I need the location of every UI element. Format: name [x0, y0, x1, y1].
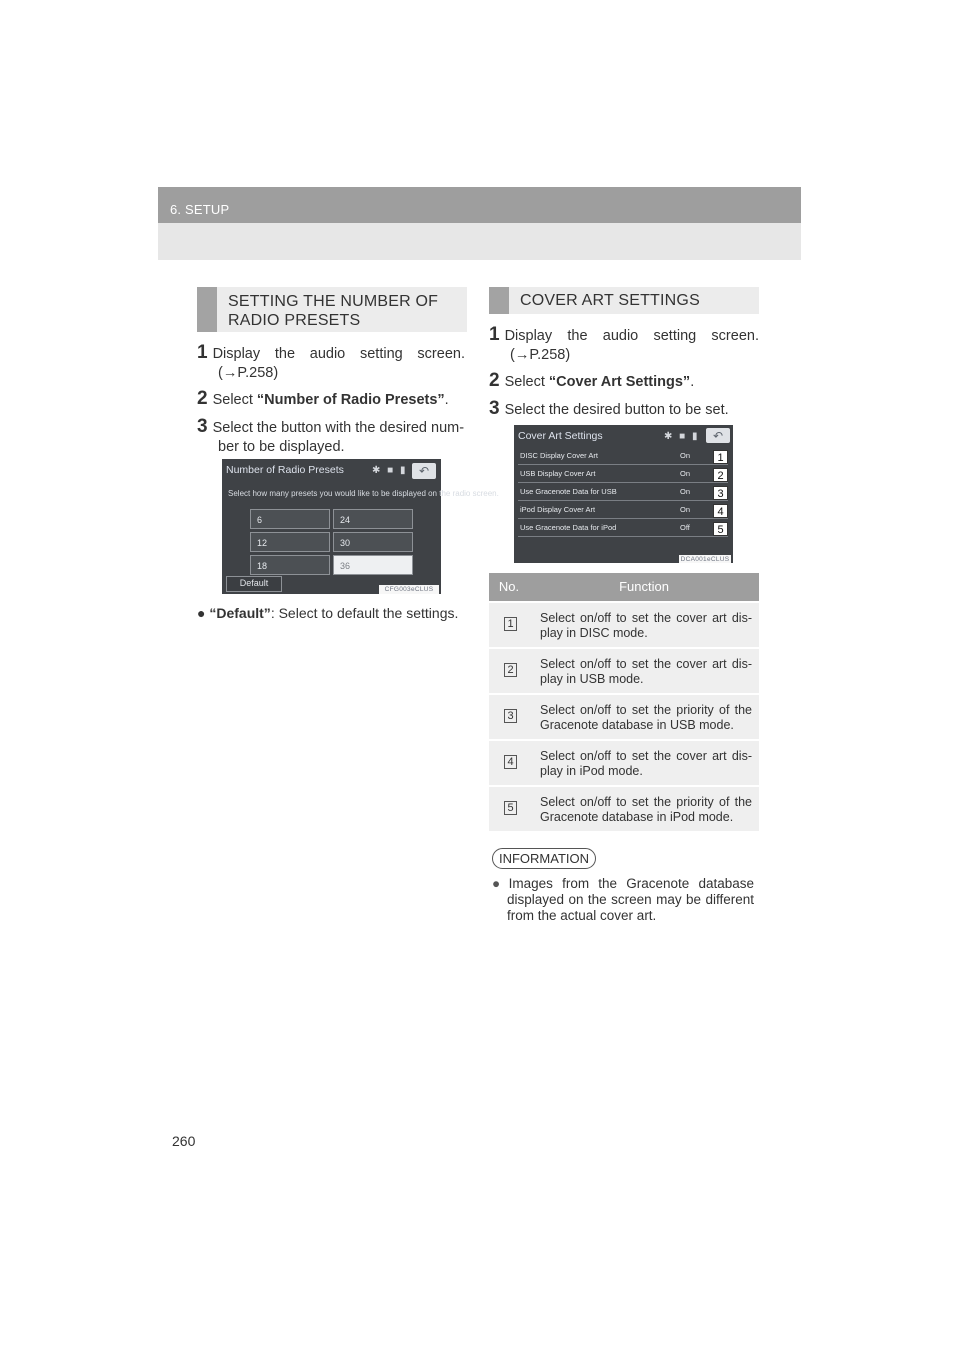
figure-code: CFG003eCLUS — [379, 585, 439, 594]
row-number-badge: 5 — [504, 801, 517, 815]
preset-button-18[interactable]: 18 — [250, 555, 330, 575]
table-row: 1 Select on/off to set the cover art dis- play in DISC mode. — [489, 603, 759, 647]
cover-row-gracenote-ipod[interactable]: Use Gracenote Data for iPod Off — [518, 522, 728, 537]
screen-title: Cover Art Settings — [518, 430, 603, 442]
cover-row-usb[interactable]: USB Display Cover Art On — [518, 468, 728, 483]
status-icons: ✱ ■ ▮ — [372, 465, 408, 476]
cover-row-gracenote-usb[interactable]: Use Gracenote Data for USB On — [518, 486, 728, 501]
chapter-header-bar — [158, 187, 801, 223]
cover-art-screenshot — [514, 425, 733, 563]
information-label: INFORMATION — [492, 848, 596, 869]
section-heading-radio-presets — [197, 287, 467, 332]
page-number: 260 — [172, 1133, 196, 1149]
row-number-badge: 4 — [504, 755, 517, 769]
callout-number: 3 — [713, 486, 728, 500]
preset-button-30[interactable]: 30 — [333, 532, 413, 552]
screen-title: Number of Radio Presets — [226, 464, 344, 476]
table-row: 2 Select on/off to set the cover art dis- play in USB mode. — [489, 649, 759, 693]
row-number-badge: 1 — [504, 617, 517, 631]
right-step-2: 2 Select “Cover Art Settings”. — [489, 370, 695, 391]
callout-number: 5 — [713, 522, 728, 536]
function-table-header — [489, 573, 759, 601]
section-heading-cover-art — [489, 287, 759, 314]
left-step-3: 3 Select the button with the desired num- ber to be displayed. — [197, 416, 465, 455]
screen-subtitle: Select how many presets you would like to be displayed on the radio screen. — [228, 489, 499, 498]
back-button[interactable] — [706, 428, 730, 443]
bullet-icon: ● — [197, 605, 206, 621]
default-button[interactable]: Default — [226, 576, 282, 592]
chapter-header — [158, 187, 801, 260]
row-number-badge: 3 — [504, 709, 517, 723]
right-step-3: 3 Select the desired button to be set. — [489, 398, 729, 419]
row-number-badge: 2 — [504, 663, 517, 677]
section-heading-line1: SETTING THE NUMBER OF — [228, 293, 439, 310]
callout-number: 4 — [713, 504, 728, 518]
left-step-1: 1 Display the audio setting screen. (→P.258) — [197, 342, 465, 381]
section-heading-line2: RADIO PRESETS — [228, 312, 361, 329]
information-text: ● Images from the Gracenote database displayed on the screen may be different from the actual cover art. — [492, 876, 754, 923]
figure-code: DCA001eCLUS — [680, 556, 730, 563]
section-heading-text: COVER ART SETTINGS — [520, 292, 700, 309]
table-row: 5 Select on/off to set the priority of the Gracenote database in iPod mode. — [489, 787, 759, 831]
default-note: ● “Default”: Select to default the settings. — [197, 605, 459, 621]
right-step-1: 1 Display the audio setting screen. (→P.258) — [489, 324, 759, 363]
table-row: 4 Select on/off to set the cover art dis- play in iPod mode. — [489, 741, 759, 785]
back-button[interactable] — [412, 463, 436, 479]
callout-number: 1 — [713, 450, 728, 464]
column-header-no: No. — [498, 579, 520, 594]
radio-presets-screenshot — [222, 459, 499, 594]
preset-button-24[interactable]: 24 — [333, 509, 413, 529]
status-icons: ✱ ■ ▮ — [664, 431, 700, 442]
column-header-function: Function — [619, 579, 669, 594]
preset-button-6[interactable]: 6 — [250, 509, 330, 529]
back-arrow-icon: ↶ — [712, 429, 724, 443]
cover-row-disc[interactable]: DISC Display Cover Art On — [518, 450, 728, 465]
back-arrow-icon: ↶ — [418, 464, 430, 478]
preset-button-12[interactable]: 12 — [250, 532, 330, 552]
table-row: 3 Select on/off to set the priority of the Gracenote database in USB mode. — [489, 695, 759, 739]
chapter-title: 6. SETUP — [170, 202, 230, 217]
callout-number: 2 — [713, 468, 728, 482]
cover-row-ipod[interactable]: iPod Display Cover Art On — [518, 504, 728, 519]
left-step-2: 2 Select “Number of Radio Presets”. — [197, 388, 449, 409]
preset-button-36[interactable]: 36 — [333, 555, 413, 575]
bullet-icon: ● — [492, 876, 506, 891]
